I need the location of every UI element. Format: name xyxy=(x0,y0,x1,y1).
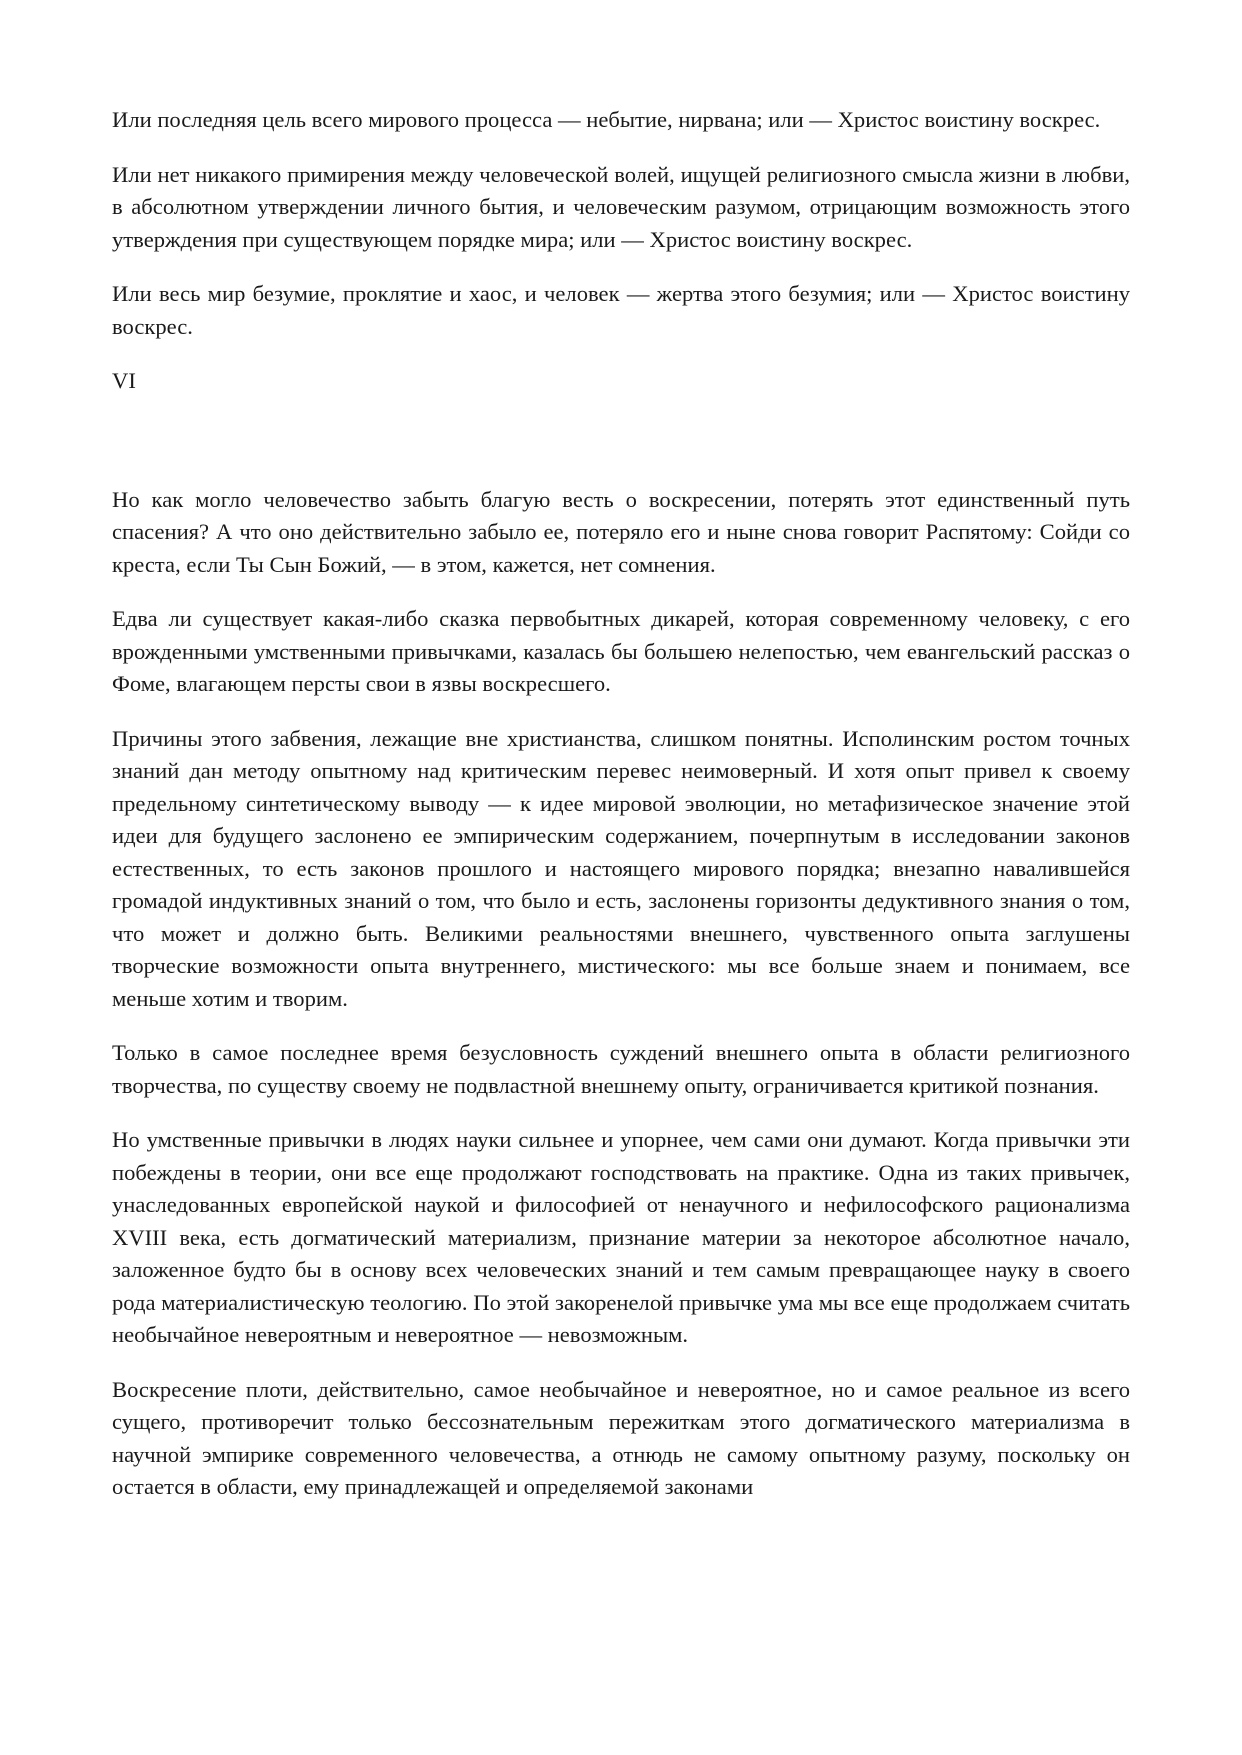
paragraph: Или нет никакого примирения между человеческой волей, ищущей религиозного смысла жизни в любви, в абсолютном утверждении личного бытия, и человеческим разумом, отрицающим возможность этого утверждения при существующем порядке мира; или — Христос воистину воскрес. xyxy=(112,161,1130,252)
paragraph: Причины этого забвения, лежащие вне христианства, слишком понятны. Исполинским ростом точных знаний дан методу опытному над критическим перевес неимоверный. И хотя опыт привел к своему предельному синтетическому выводу — к идее мировой эволюции, но метафизическое значение этой идеи для будущего заслонено ее эмпирическим содержанием, почерпнутым в исследовании законов естественных, то есть законов прошлого и настоящего мирового порядка; внезапно навалившейся громадой индуктивных знаний о том, что было и есть, заслонены горизонты дедуктивного знания о том, что может и должно быть. Великими реальностями внешнего, чувственного опыта заглушены творческие возможности опыта внутреннего, мистического: мы все больше знаем и понимаем, все меньше хотим и творим. xyxy=(112,725,1130,1011)
paragraph: Воскресение плоти, действительно, самое необычайное и невероятное, но и самое реальное из всего сущего, противоречит только бессознательным пережиткам этого догматического материализма в научной эмпирике современного человечества, а отнюдь не самому опытному разуму, поскольку он остается в области, ему принадлежащей и определяемой законами xyxy=(112,1376,1130,1499)
paragraph: Или весь мир безумие, проклятие и хаос, и человек — жертва этого безумия; или — Христос воистину воскрес. xyxy=(112,281,1130,339)
document-body xyxy=(112,104,1130,1526)
paragraph: Едва ли существует какая-либо сказка первобытных дикарей, которая современному человеку, с его врожденными умственными привычками, казалась бы большею нелепостью, чем евангельский рассказ о Фоме, влагающем персты свои в язвы воскресшего. xyxy=(112,606,1130,696)
paragraph: Но умственные привычки в людях науки сильнее и упорнее, чем сами они думают. Когда привычки эти побеждены в теории, они все еще продолжают господствовать на практике. Одна из таких привычек, унаследованных европейской наукой и философией от ненаучного и нефилософского рационализма XVIII века, есть догматический материализм, признание материи за некоторое абсолютное начало, заложенное будто бы в основу всех человеческих знаний и тем самым превращающее науку в своего рода материалистическую теологию. По этой закоренелой привычке ума мы все еще продолжаем считать необычайное невероятным и невероятное — невозможным. xyxy=(112,1127,1130,1347)
paragraph: Или последняя цель всего мирового процесса — небытие, нирвана; или — Христос воистину воскрес. xyxy=(112,107,1101,132)
paragraph: Но как могло человечество забыть благую весть о воскресении, потерять этот единственный путь спасения? А что оно действительно забыло ее, потеряло его и ныне снова говорит Распятому: Сойди со креста, если Ты Сын Божий, — в этом, кажется, нет сомнения. xyxy=(112,486,1130,577)
section-heading: VI xyxy=(112,368,136,393)
paragraph: Только в самое последнее время безусловность суждений внешнего опыта в области религиозного творчества, по существу своему не подвластной внешнему опыту, ограничивается критикой познания. xyxy=(112,1040,1130,1098)
